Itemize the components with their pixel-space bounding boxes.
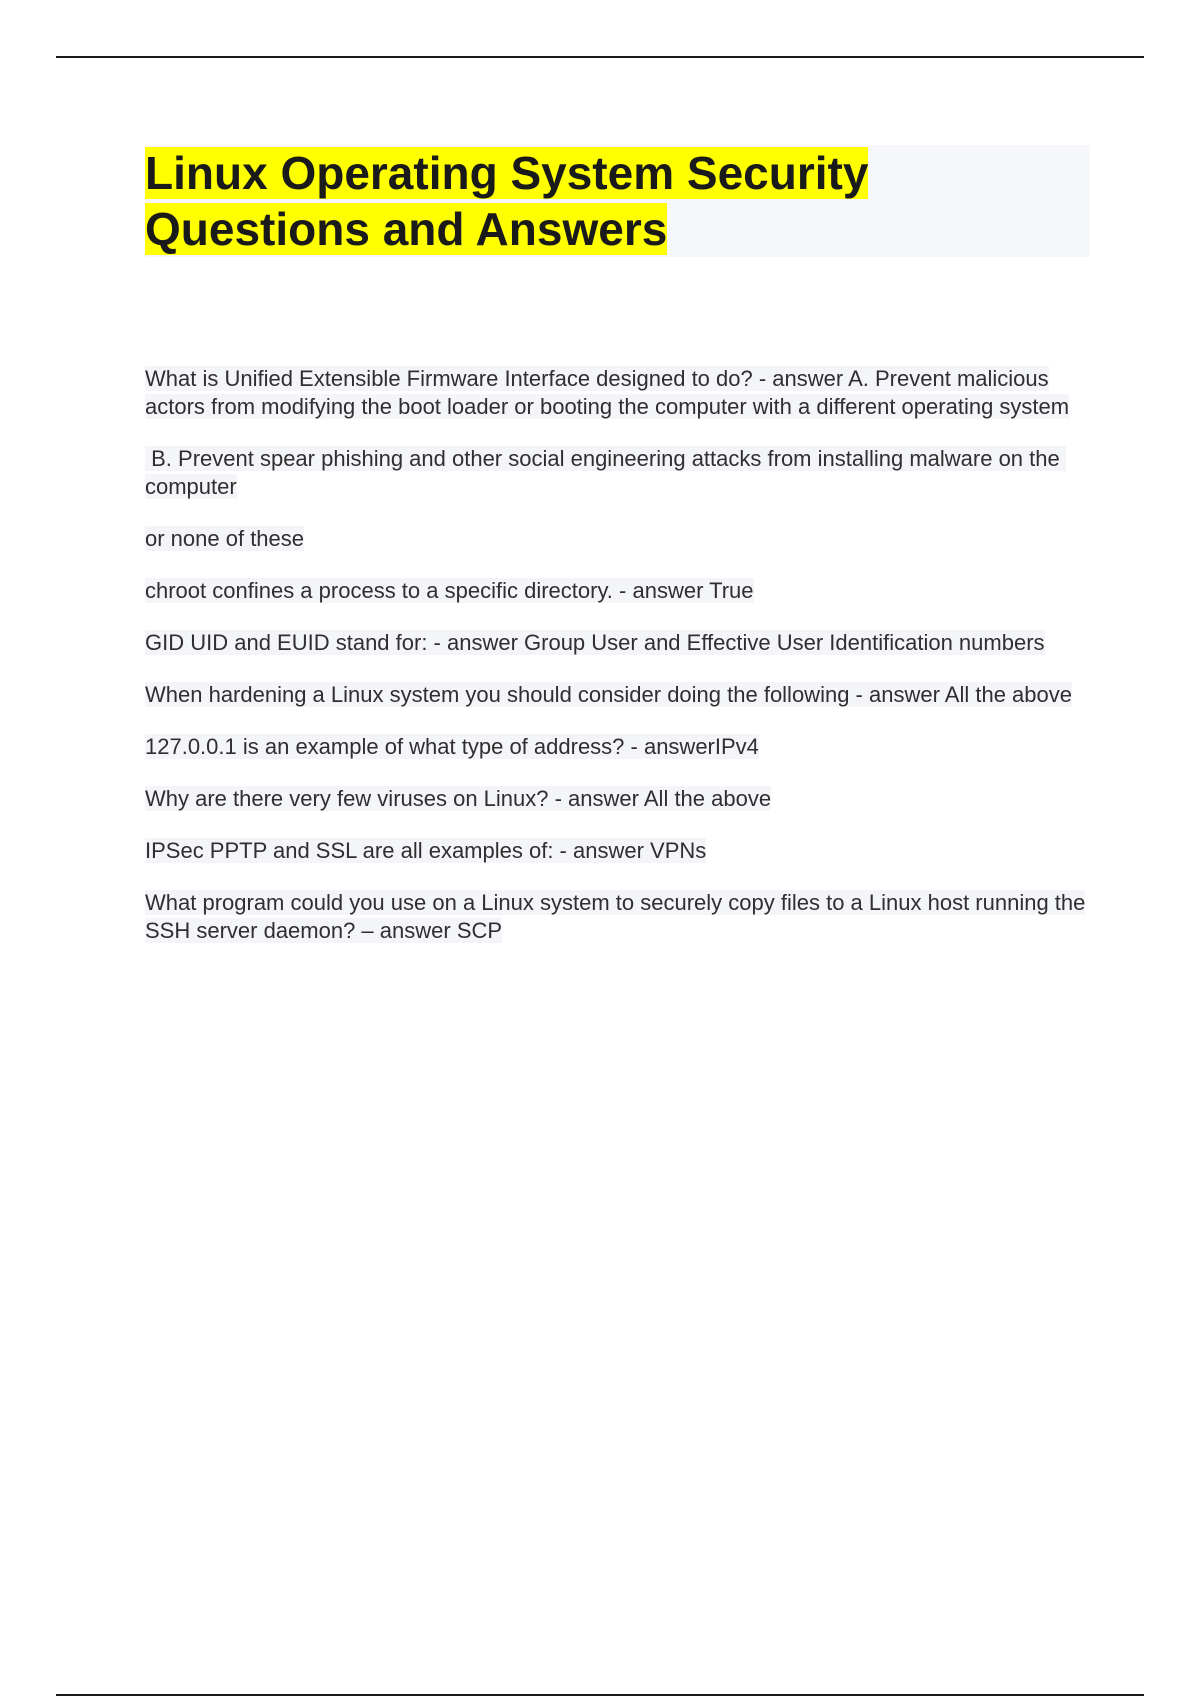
- qa-text: B. Prevent spear phishing and other social engineering attacks from installing malware on the computer: [145, 446, 1066, 499]
- qa-text: What program could you use on a Linux system to securely copy files to a Linux host running the SSH server daemon? – answer SCP: [145, 890, 1086, 943]
- qa-text: chroot confines a process to a specific directory. - answer True: [145, 578, 754, 603]
- qa-paragraph: [145, 629, 1090, 657]
- bottom-rule: [56, 1694, 1144, 1696]
- page-title: [145, 145, 1090, 257]
- qa-text: When hardening a Linux system you should consider doing the following - answer All the above: [145, 682, 1072, 707]
- top-rule: [56, 56, 1144, 58]
- title-line-1: Linux Operating System Security: [145, 147, 869, 199]
- qa-paragraph: [145, 577, 1090, 605]
- qa-text: GID UID and EUID stand for: - answer Group User and Effective User Identification numbers: [145, 630, 1045, 655]
- document-body: [145, 145, 1090, 969]
- qa-paragraph: [145, 889, 1090, 945]
- qa-paragraph: [145, 733, 1090, 761]
- qa-paragraph: [145, 681, 1090, 709]
- qa-paragraph: [145, 785, 1090, 813]
- qa-paragraph: [145, 445, 1090, 501]
- qa-text: IPSec PPTP and SSL are all examples of: - answer VPNs: [145, 838, 707, 863]
- qa-text: or none of these: [145, 526, 305, 551]
- qa-text: Why are there very few viruses on Linux? - answer All the above: [145, 786, 772, 811]
- qa-paragraph: [145, 837, 1090, 865]
- title-block: [145, 145, 1090, 257]
- qa-text: What is Unified Extensible Firmware Interface designed to do? - answer A. Prevent malicious actors from modifying the boot loader or booting the computer with a different operating system: [145, 366, 1070, 419]
- title-line-2: Questions and Answers: [145, 203, 668, 255]
- qa-paragraph: [145, 365, 1090, 421]
- qa-paragraph: [145, 525, 1090, 553]
- qa-text: 127.0.0.1 is an example of what type of address? - answerIPv4: [145, 734, 759, 759]
